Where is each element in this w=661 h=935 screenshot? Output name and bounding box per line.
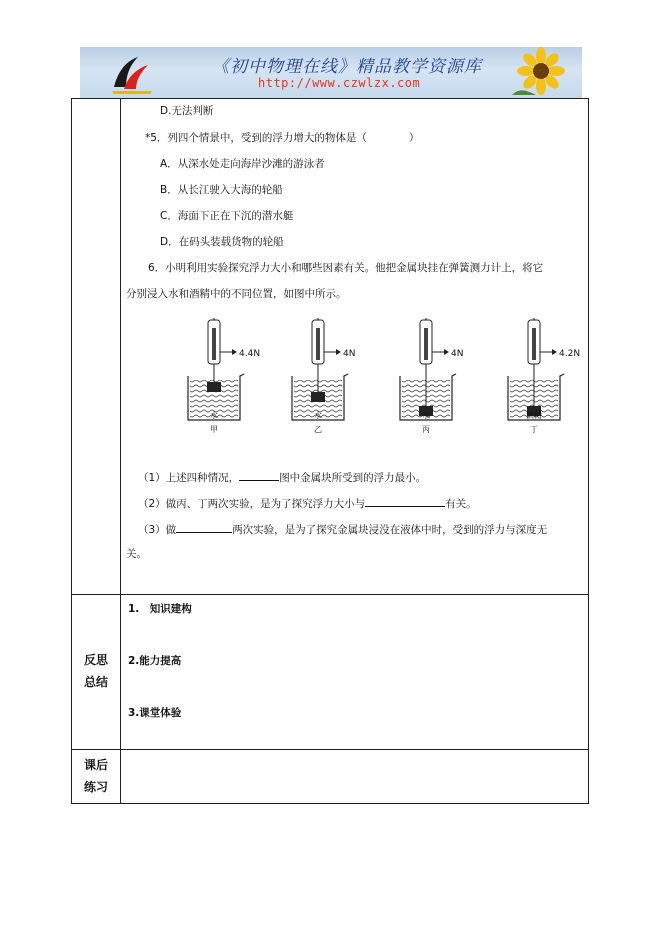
- q5-stem: *5．列四个情景中，受到的浮力增大的物体是（ ）: [145, 132, 420, 144]
- setup-3: [400, 318, 463, 434]
- column-divider: [120, 98, 121, 804]
- sub-question-3-text-b: 两次实验，是为了探究金属块浸没在液体中时，受到的浮力与深度无: [232, 524, 548, 536]
- scale-reading: 4.4N: [239, 349, 261, 359]
- sub-question-1-text-a: （1）上述四种情况，: [138, 472, 240, 484]
- reflection-item-knowledge: 1. 知识建构: [128, 603, 192, 615]
- experiment-figure: [178, 318, 581, 436]
- setup-2: [292, 318, 355, 434]
- homework-header: [76, 754, 116, 798]
- reflection-item-ability: 2.能力提高: [128, 655, 182, 667]
- header-banner: [80, 47, 582, 98]
- liquid-label: 酒精: [526, 411, 542, 420]
- sub-question-2-text-a: （2）做丙、丁两次实验，是为了探究浮力大小与: [138, 498, 366, 510]
- q5-option-a: A．从深水处走向海岸沙滩的游泳者: [160, 158, 325, 170]
- homework-header-line2: 练习: [83, 780, 108, 794]
- homework-header-line1: 课后: [83, 758, 108, 772]
- sub-question-2: [138, 495, 477, 511]
- q5-option-c: C．海面下正在下沉的潜水艇: [160, 210, 294, 222]
- sub-question-3: [138, 521, 547, 537]
- sub-question-2-text-b: 有关。: [445, 498, 477, 510]
- sub-question-3-continued: 关。: [126, 548, 147, 560]
- lesson-table: [71, 98, 589, 804]
- answer-blank-3: [176, 521, 232, 533]
- reflection-header: [76, 649, 116, 693]
- metal-block: [207, 382, 221, 392]
- scale-reading: 4N: [451, 349, 464, 359]
- setup-label: 乙: [314, 425, 322, 434]
- sunflower-icon: [506, 51, 576, 97]
- metal-block: [311, 392, 325, 402]
- sub-question-1-text-b: 图中金属块所受到的浮力最小。: [279, 472, 427, 484]
- sub-question-1: [138, 469, 426, 485]
- q4-option-d: D.无法判断: [160, 105, 214, 117]
- setup-label: 丙: [422, 425, 430, 434]
- scale-reading: 4.2N: [559, 349, 581, 359]
- q5-option-b: B．从长江驶入大海的轮船: [160, 184, 283, 196]
- setup-label: 丁: [530, 425, 538, 434]
- logo-icon: [108, 53, 156, 95]
- sub-question-3-text-a: （3）做: [138, 524, 177, 536]
- q5-option-d: D．在码头装载货物的轮船: [160, 236, 284, 248]
- q6-stem-line1: 6．小明利用实验探究浮力大小和哪些因素有关。他把金属块挂在弹簧测力计上，将它: [148, 262, 544, 274]
- answer-blank-1: [239, 469, 279, 481]
- banner-title: 《初中物理在线》精品教学资源库: [212, 57, 482, 77]
- liquid-label: 水: [422, 411, 430, 420]
- banner-url: http://www.czwlzx.com: [258, 76, 421, 90]
- setup-1: [188, 318, 260, 434]
- setup-label: 甲: [210, 425, 218, 434]
- reflection-header-line2: 总结: [83, 675, 108, 689]
- answer-blank-2: [365, 495, 445, 507]
- liquid-label: 水: [314, 411, 322, 420]
- row-divider: [71, 749, 589, 750]
- reflection-item-experience: 3.课堂体验: [128, 707, 182, 719]
- row-divider: [71, 594, 589, 595]
- reflection-header-line1: 反思: [83, 653, 108, 667]
- liquid-label: 水: [210, 411, 218, 420]
- q6-stem-line2: 分别浸入水和酒精中的不同位置，如图中所示。: [126, 288, 347, 300]
- scale-reading: 4N: [343, 349, 356, 359]
